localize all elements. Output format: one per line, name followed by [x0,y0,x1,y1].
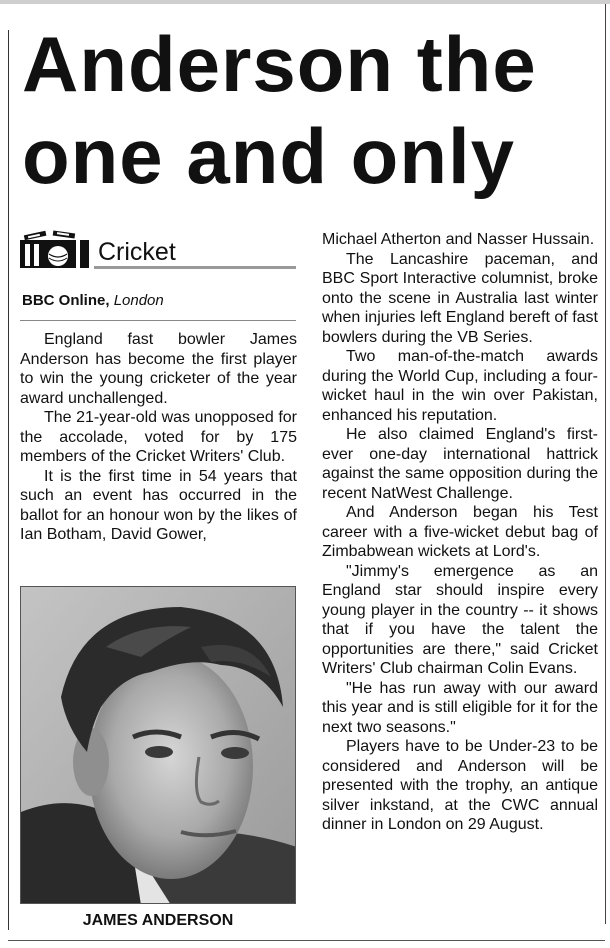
article-paragraph: Two man-of-the-match awards during the World Cup, including a four-wicket haul in the win over Pakistan, enhanced his reputation. [322,348,598,424]
cricket-stumps-ball-icon [20,230,92,268]
article-paragraph: "He has run away with our award this year and is still eligible for it for the next two seasons." [322,679,598,736]
right-column-rule [605,4,606,924]
headline: Anderson the one and only [22,20,537,200]
article-paragraph: It is the first time in 54 years that such an event has occurred in the ballot for an honour won by the likes of Ian Botham, David Gower, [20,467,297,543]
player-photo [20,586,296,904]
byline [22,292,164,309]
portrait-image [21,587,296,904]
article-paragraph: The 21-year-old was unopposed for the accolade, voted for by 175 members of the Cricket Writers' Club. [20,409,297,465]
article-paragraph: Players have to be Under-23 to be considered and Anderson will be presented with the trophy, an antique silver inkstand, at the CWC annual dinner in London on 29 August. [322,738,598,833]
section-tag [20,228,296,272]
article-paragraph: He also claimed England's first-ever one-day international hattrick against the same opposition during the recent NatWest Challenge. [322,426,598,502]
bottom-rule [8,940,605,941]
article-paragraph: The Lancashire paceman, and BBC Sport Interactive columnist, broke onto the scene in Australia last winter when injuries left England bereft of fast bowlers during the VB Series. [322,250,598,346]
byline-rule [20,320,296,321]
article-column-right [322,230,598,835]
byline-location: London [113,292,164,309]
photo-caption: JAMES ANDERSON [82,912,234,929]
article-paragraph: "Jimmy's emergence as an England star should inspire every young player in the country -- it shows that if you have the talent the opportunities are there," said Cricket Writers' Club chairman Colin Evans. [322,562,598,677]
article-paragraph: England fast bowler James Anderson has become the first player to win the young cricketer of the year award unchallenged. [20,331,297,407]
article-column-left [20,330,297,545]
byline-source: BBC Online, [22,292,110,309]
article-paragraph: Michael Atherton and Nasser Hussain. [322,231,595,248]
section-rule [94,266,296,269]
left-column-rule [8,30,9,930]
top-rule [0,0,610,4]
article-paragraph: And Anderson began his Test career with a five-wicket debut bag of Zimbabwean wickets at Lord's. [322,504,598,560]
section-label: Cricket [98,238,176,266]
